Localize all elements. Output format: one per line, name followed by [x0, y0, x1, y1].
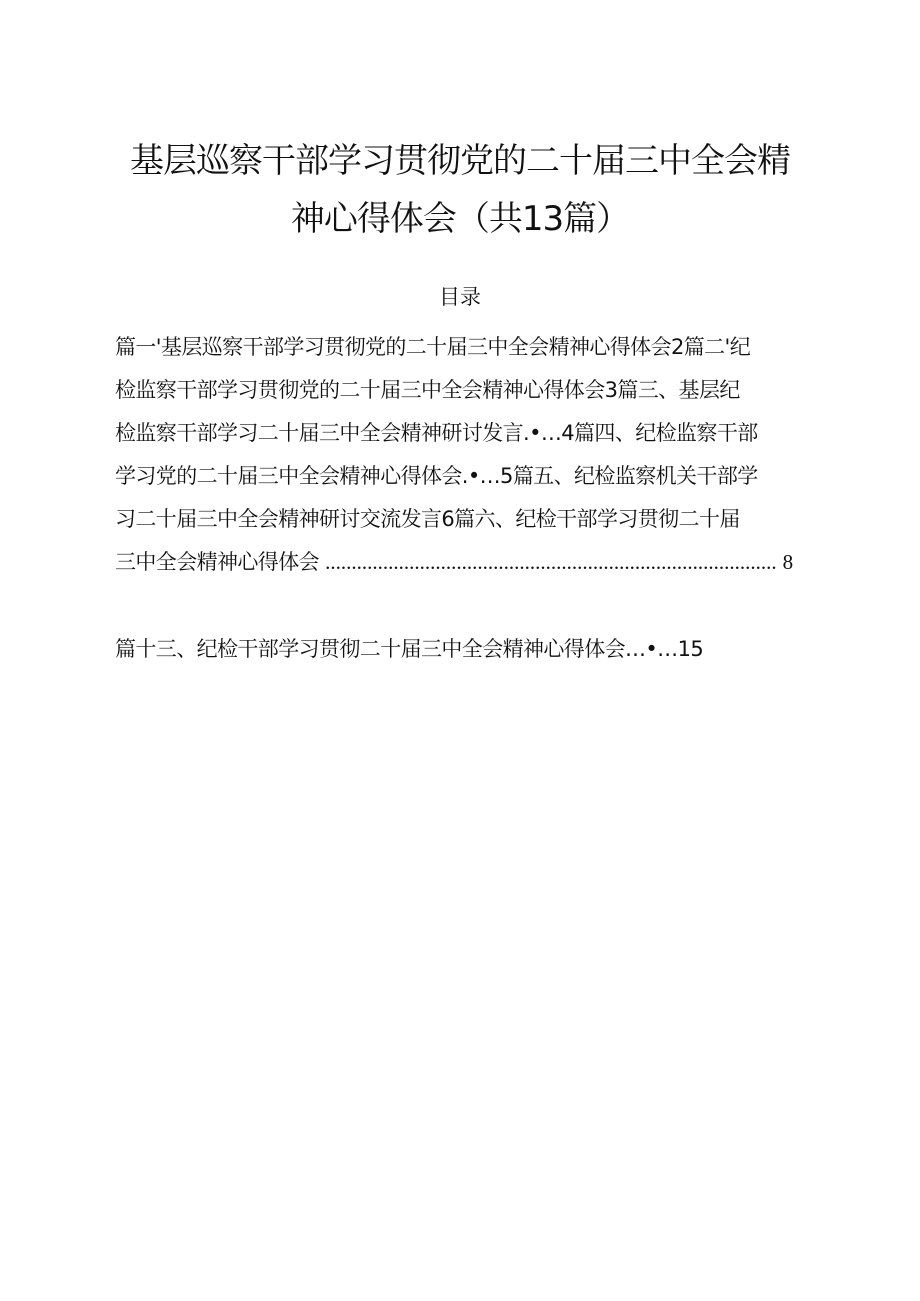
- toc-line-with-leader: [115, 547, 840, 577]
- toc-entry-text: 三中全会精神心得体会: [115, 550, 319, 574]
- toc-line: 篇一'基层巡察干部学习贯彻党的二十届三中全会精神心得体会2篇二'纪: [115, 335, 751, 359]
- toc-line: 习二十届三中全会精神研讨交流发言6篇六、纪检干部学习贯彻二十届: [115, 507, 740, 531]
- toc-line: 学习党的二十届三中全会精神心得体会.•…5篇五、纪检监察机关干部学: [115, 464, 758, 488]
- toc-last-entry: 篇十三、纪检干部学习贯彻二十届三中全会精神心得体会…•…15: [115, 637, 704, 661]
- toc-line: 检监察干部学习贯彻党的二十届三中全会精神心得体会3篇三、基层纪: [115, 378, 740, 402]
- document-title-line-2: 神心得体会（共13篇）: [290, 199, 630, 239]
- toc-line: 检监察干部学习二十届三中全会精神研讨发言.•…4篇四、纪检监察干部: [115, 421, 758, 445]
- toc-heading: 目录: [439, 285, 481, 309]
- toc-page-number: 8: [782, 550, 793, 574]
- toc-dot-leader: ......................................................................................: [325, 550, 777, 574]
- document-title-line-1: 基层巡察干部学习贯彻党的二十届三中全会精: [130, 141, 790, 181]
